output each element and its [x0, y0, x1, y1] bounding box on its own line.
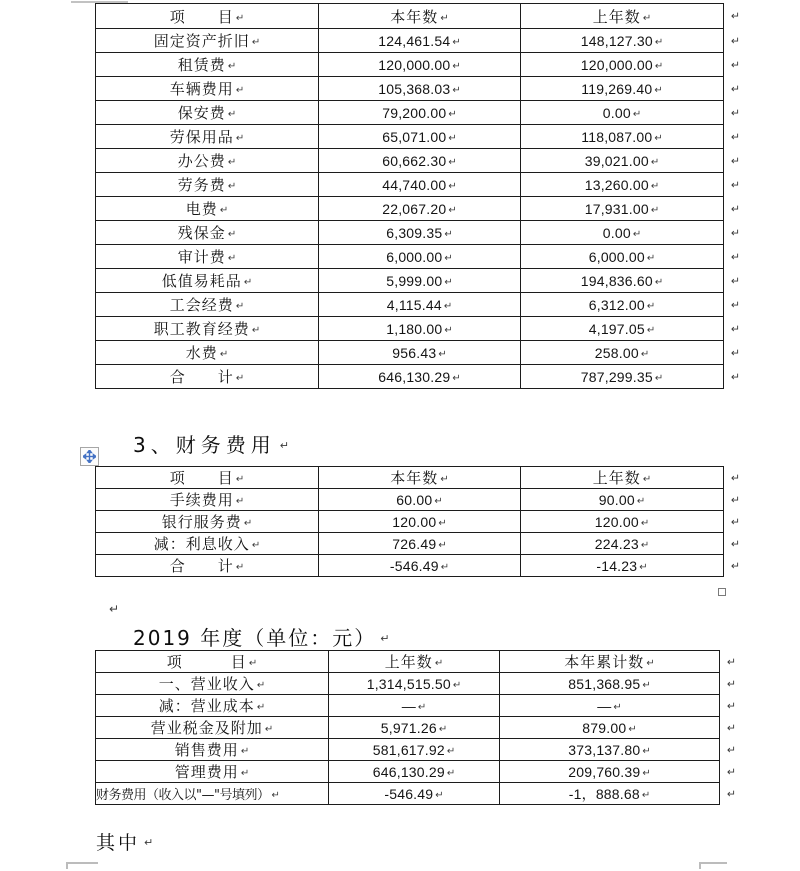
end-of-cell-mark: ↵	[235, 12, 245, 24]
prior-year-cell[interactable]: 581,617.92 ↵	[329, 739, 500, 761]
cumulative-cell[interactable]: 879.00 ↵ ↵	[500, 717, 720, 739]
end-of-row-mark: ↵	[730, 471, 740, 484]
cumulative-cell[interactable]: 209,760.39 ↵ ↵	[500, 761, 720, 783]
end-of-row-mark: ↵	[726, 765, 736, 778]
end-of-cell-mark: ↵	[227, 61, 237, 72]
section-heading-financial-expenses: 3、财务费用 ↵	[133, 433, 289, 457]
prior-year-cell[interactable]: 39,021.00 ↵ ↵	[521, 149, 724, 173]
end-of-cell-mark: ↵	[417, 702, 427, 713]
cumulative-cell[interactable]: — ↵ ↵	[500, 695, 720, 717]
current-year-cell[interactable]: 956.43 ↵	[319, 341, 521, 365]
end-of-cell-mark: ↵	[227, 157, 237, 168]
table-header-row	[96, 467, 724, 489]
end-of-row-mark: ↵	[730, 537, 740, 550]
item-cell[interactable]: 工会经费 ↵	[96, 293, 319, 317]
current-year-cell[interactable]: 44,740.00 ↵	[319, 173, 521, 197]
header-cell-prior[interactable]: 上年数 ↵	[329, 651, 500, 673]
end-of-cell-mark: ↵	[256, 680, 266, 691]
end-of-cell-mark: ↵	[227, 253, 237, 264]
end-of-cell-mark: ↵	[650, 205, 660, 216]
prior-year-cell[interactable]: -546.49 ↵	[329, 783, 500, 805]
end-of-cell-mark: ↵	[440, 562, 450, 573]
end-of-cell-mark: ↵	[227, 229, 237, 240]
table-row	[96, 317, 724, 341]
financial-expenses-table	[95, 466, 740, 577]
cumulative-cell[interactable]: 373,137.80 ↵ ↵	[500, 739, 720, 761]
end-of-cell-mark: ↵	[438, 349, 447, 360]
item-cell[interactable]: 劳务费 ↵	[96, 173, 319, 197]
item-cell[interactable]: 固定资产折旧 ↵	[96, 29, 319, 53]
table-row	[96, 149, 724, 173]
end-of-row-mark: ↵	[730, 178, 740, 191]
end-of-row-mark: ↵	[730, 322, 740, 335]
end-of-cell-mark: ↵	[654, 85, 663, 96]
paragraph-mark: ↵	[279, 439, 289, 452]
table-row	[96, 221, 724, 245]
income-statement-2019-table	[95, 650, 736, 805]
move-cross-icon	[83, 450, 96, 463]
end-of-cell-mark: ↵	[434, 658, 444, 669]
cumulative-cell[interactable]: -1，888.68 ↵ ↵	[500, 783, 720, 805]
item-cell[interactable]: 一、营业收入 ↵	[96, 673, 329, 695]
item-cell[interactable]: 劳保用品 ↵	[96, 125, 319, 149]
end-of-cell-mark: ↵	[452, 37, 461, 48]
current-year-cell[interactable]: 22,067.20 ↵	[319, 197, 521, 221]
prior-year-cell[interactable]: 120.00 ↵ ↵	[521, 511, 724, 533]
end-of-cell-mark: ↵	[444, 253, 453, 264]
item-cell[interactable]: 低值易耗品 ↵	[96, 269, 319, 293]
table-move-handle[interactable]	[80, 447, 99, 466]
table-row	[96, 245, 724, 269]
table-resize-handle[interactable]	[718, 588, 726, 596]
end-of-cell-mark: ↵	[613, 702, 622, 713]
current-year-cell[interactable]: 6,000.00 ↵	[319, 245, 521, 269]
table-row	[96, 717, 720, 739]
item-cell[interactable]: 减：营业成本 ↵	[96, 695, 329, 717]
end-of-cell-mark: ↵	[642, 680, 651, 691]
item-cell[interactable]: 财务费用（收入以"—"号填列） ↵	[96, 783, 329, 805]
end-of-cell-mark: ↵	[251, 540, 261, 551]
item-cell[interactable]: 销售费用 ↵	[96, 739, 329, 761]
table-row	[96, 739, 720, 761]
current-year-cell[interactable]: 1,180.00 ↵	[319, 317, 521, 341]
header-cell-item[interactable]: 项 目 ↵	[96, 651, 329, 673]
end-of-cell-mark: ↵	[264, 724, 274, 735]
current-year-cell[interactable]: 79,200.00 ↵	[319, 101, 521, 125]
end-of-cell-mark: ↵	[636, 496, 646, 507]
end-of-cell-mark: ↵	[227, 109, 237, 120]
end-of-cell-mark: ↵	[640, 540, 650, 551]
table-row	[96, 365, 724, 389]
table-row	[96, 197, 724, 221]
end-of-row-mark: ↵	[730, 9, 740, 23]
end-of-cell-mark: ↵	[434, 496, 443, 507]
end-of-row-mark: ↵	[726, 677, 736, 690]
header-cell-current[interactable]: 本年数 ↵	[319, 467, 521, 489]
end-of-cell-mark: ↵	[642, 12, 652, 24]
current-year-cell[interactable]: 120,000.00 ↵	[319, 53, 521, 77]
end-of-cell-mark: ↵	[251, 325, 261, 336]
prior-year-cell[interactable]: 646,130.29 ↵	[329, 761, 500, 783]
current-year-cell[interactable]: 65,071.00 ↵	[319, 125, 521, 149]
prior-year-cell[interactable]: 5,971.26 ↵	[329, 717, 500, 739]
prior-year-cell[interactable]: 0.00 ↵ ↵	[521, 101, 724, 125]
current-year-cell[interactable]: -546.49 ↵	[319, 555, 521, 577]
end-of-row-mark: ↵	[730, 130, 740, 143]
current-year-cell[interactable]: 120.00 ↵	[319, 511, 521, 533]
header-cell-item[interactable]: 项 目 ↵	[96, 467, 319, 489]
end-of-cell-mark: ↵	[642, 768, 651, 779]
current-year-cell[interactable]: 124,461.54 ↵	[319, 29, 521, 53]
table-row	[96, 269, 724, 293]
header-cell-prior[interactable]: 上年数 ↵ ↵	[521, 467, 724, 489]
end-of-row-mark: ↵	[730, 274, 740, 287]
end-of-row-mark: ↵	[726, 743, 736, 756]
end-of-cell-mark: ↵	[628, 724, 637, 735]
prior-year-cell[interactable]: 148,127.30 ↵ ↵	[521, 29, 724, 53]
end-of-cell-mark: ↵	[452, 85, 461, 96]
end-of-row-mark: ↵	[726, 721, 736, 734]
end-of-row-mark: ↵	[726, 787, 736, 800]
end-of-cell-mark: ↵	[235, 496, 245, 507]
end-of-cell-mark: ↵	[654, 37, 664, 48]
end-of-cell-mark: ↵	[235, 301, 245, 312]
table-header-row	[96, 4, 724, 29]
end-of-cell-mark: ↵	[227, 181, 237, 192]
current-year-cell[interactable]: 5,999.00 ↵	[319, 269, 521, 293]
table-row	[96, 489, 724, 511]
current-year-cell[interactable]: 4,115.44 ↵	[319, 293, 521, 317]
end-of-cell-mark: ↵	[650, 157, 660, 168]
item-cell[interactable]: 残保金 ↵	[96, 221, 319, 245]
end-of-cell-mark: ↵	[632, 109, 642, 120]
end-of-row-mark: ↵	[730, 106, 740, 119]
end-of-cell-mark: ↵	[654, 373, 664, 384]
table-row	[96, 761, 720, 783]
table-row	[96, 173, 724, 197]
end-of-row-mark: ↵	[730, 370, 740, 383]
end-of-cell-mark: ↵	[650, 181, 660, 192]
prior-year-cell[interactable]: 258.00 ↵ ↵	[521, 341, 724, 365]
end-of-cell-mark: ↵	[440, 12, 449, 24]
end-of-row-mark: ↵	[730, 154, 740, 167]
end-of-cell-mark: ↵	[641, 789, 651, 801]
end-of-cell-mark: ↵	[438, 540, 447, 551]
end-of-cell-mark: ↵	[235, 85, 245, 96]
end-of-cell-mark: ↵	[240, 768, 250, 779]
end-of-row-mark: ↵	[730, 559, 740, 572]
end-of-cell-mark: ↵	[452, 61, 461, 72]
item-cell[interactable]: 电费 ↵	[96, 197, 319, 221]
heading-year-2019: 2019 年度（单位：元） ↵	[133, 626, 390, 650]
current-year-cell[interactable]: 726.49 ↵	[319, 533, 521, 555]
item-cell[interactable]: 减：利息收入 ↵	[96, 533, 319, 555]
prior-year-cell[interactable]: -14.23 ↵ ↵	[521, 555, 724, 577]
end-of-cell-mark: ↵	[654, 133, 663, 144]
end-of-cell-mark: ↵	[235, 373, 245, 384]
end-of-cell-mark: ↵	[646, 253, 656, 264]
end-of-row-mark: ↵	[730, 298, 740, 311]
end-of-row-mark: ↵	[730, 202, 740, 215]
prior-year-cell[interactable]: 90.00 ↵ ↵	[521, 489, 724, 511]
end-of-row-mark: ↵	[730, 250, 740, 263]
end-of-cell-mark: ↵	[448, 133, 457, 144]
end-of-row-mark: ↵	[730, 493, 740, 506]
table-row	[96, 555, 724, 577]
end-of-cell-mark: ↵	[240, 746, 250, 757]
end-of-cell-mark: ↵	[235, 133, 245, 144]
item-cell[interactable]: 银行服务费 ↵	[96, 511, 319, 533]
cumulative-cell[interactable]: 851,368.95 ↵ ↵	[500, 673, 720, 695]
item-cell[interactable]: 保安费 ↵	[96, 101, 319, 125]
current-year-cell[interactable]: 60.00 ↵	[319, 489, 521, 511]
end-of-cell-mark: ↵	[446, 768, 456, 779]
end-of-cell-mark: ↵	[444, 277, 453, 288]
end-of-cell-mark: ↵	[219, 349, 229, 360]
end-of-row-mark: ↵	[730, 515, 740, 528]
table-row	[96, 695, 720, 717]
end-of-row-mark: ↵	[730, 58, 740, 71]
end-of-row-mark: ↵	[726, 655, 736, 668]
end-of-cell-mark: ↵	[256, 702, 266, 713]
header-cell-prior[interactable]: 上年数 ↵ ↵	[521, 4, 724, 29]
item-cell[interactable]: 职工教育经费 ↵	[96, 317, 319, 341]
end-of-cell-mark: ↵	[448, 157, 457, 168]
prior-year-cell[interactable]: 118,087.00 ↵ ↵	[521, 125, 724, 149]
end-of-cell-mark: ↵	[248, 658, 258, 669]
end-of-cell-mark: ↵	[452, 680, 462, 691]
end-of-cell-mark: ↵	[444, 229, 453, 240]
item-cell[interactable]: 手续费用 ↵	[96, 489, 319, 511]
among-which-label: 其中 ↵	[96, 832, 154, 854]
end-of-cell-mark: ↵	[640, 518, 650, 529]
table-row	[96, 53, 724, 77]
paragraph-mark: ↵	[109, 602, 120, 616]
item-cell[interactable]: 管理费用 ↵	[96, 761, 329, 783]
table-row	[96, 341, 724, 365]
end-of-cell-mark: ↵	[438, 724, 448, 735]
prior-year-cell[interactable]: 13,260.00 ↵ ↵	[521, 173, 724, 197]
end-of-cell-mark: ↵	[448, 181, 457, 192]
prior-year-cell[interactable]: — ↵	[329, 695, 500, 717]
end-of-cell-mark: ↵	[642, 474, 652, 485]
current-year-cell[interactable]: 105,368.03 ↵	[319, 77, 521, 101]
prior-year-cell[interactable]: 120,000.00 ↵ ↵	[521, 53, 724, 77]
table-row	[96, 783, 720, 805]
prior-year-cell[interactable]: 787,299.35 ↵ ↵	[521, 365, 724, 389]
prior-year-cell[interactable]: 224.23 ↵ ↵	[521, 533, 724, 555]
end-of-row-mark: ↵	[730, 34, 740, 47]
item-cell[interactable]: 合 计 ↵	[96, 365, 319, 389]
end-of-cell-mark: ↵	[444, 325, 453, 336]
paragraph-mark: ↵	[144, 836, 154, 849]
current-year-cell[interactable]: 60,662.30 ↵	[319, 149, 521, 173]
item-cell[interactable]: 审计费 ↵	[96, 245, 319, 269]
end-of-cell-mark: ↵	[443, 301, 453, 312]
management-expenses-table	[95, 3, 740, 389]
prior-year-cell[interactable]: 6,000.00 ↵ ↵	[521, 245, 724, 269]
table-header-row	[96, 651, 720, 673]
end-of-cell-mark: ↵	[440, 474, 449, 485]
prior-year-cell[interactable]: 119,269.40 ↵ ↵	[521, 77, 724, 101]
prior-year-cell[interactable]: 0.00 ↵ ↵	[521, 221, 724, 245]
end-of-row-mark: ↵	[726, 699, 736, 712]
end-of-cell-mark: ↵	[452, 373, 461, 384]
item-cell[interactable]: 营业税金及附加 ↵	[96, 717, 329, 739]
end-of-cell-mark: ↵	[235, 562, 245, 573]
header-cell-cumulative[interactable]: 本年累计数 ↵ ↵	[500, 651, 720, 673]
end-of-cell-mark: ↵	[632, 229, 642, 240]
end-of-cell-mark: ↵	[435, 790, 444, 801]
end-of-cell-mark: ↵	[639, 562, 648, 573]
end-of-cell-mark: ↵	[271, 790, 280, 801]
end-of-cell-mark: ↵	[243, 518, 253, 529]
end-of-cell-mark: ↵	[448, 109, 457, 120]
prior-year-cell[interactable]: 1,314,515.50 ↵	[329, 673, 500, 695]
end-of-cell-mark: ↵	[243, 277, 253, 288]
text-boundary-corner-left	[66, 862, 98, 869]
header-cell-item[interactable]: 项 目 ↵	[96, 4, 319, 29]
table-row	[96, 673, 720, 695]
table-row	[96, 29, 724, 53]
header-cell-current[interactable]: 本年数 ↵	[319, 4, 521, 29]
current-year-cell[interactable]: 646,130.29 ↵	[319, 365, 521, 389]
prior-year-cell[interactable]: 194,836.60 ↵ ↵	[521, 269, 724, 293]
end-of-row-mark: ↵	[730, 226, 740, 239]
table-row	[96, 293, 724, 317]
item-cell[interactable]: 合 计 ↵	[96, 555, 319, 577]
end-of-row-mark: ↵	[730, 82, 740, 95]
prior-year-cell[interactable]: 6,312.00 ↵ ↵	[521, 293, 724, 317]
table-row	[96, 511, 724, 533]
table-row	[96, 77, 724, 101]
end-of-cell-mark: ↵	[654, 277, 664, 288]
current-year-cell[interactable]: 6,309.35 ↵	[319, 221, 521, 245]
item-cell[interactable]: 办公费 ↵	[96, 149, 319, 173]
text-boundary-corner-right	[699, 862, 727, 869]
end-of-cell-mark: ↵	[438, 518, 447, 529]
end-of-cell-mark: ↵	[646, 301, 656, 312]
end-of-cell-mark: ↵	[640, 349, 650, 360]
end-of-cell-mark: ↵	[646, 658, 655, 669]
prior-year-cell[interactable]: 17,931.00 ↵ ↵	[521, 197, 724, 221]
end-of-cell-mark: ↵	[251, 37, 261, 48]
end-of-row-mark: ↵	[730, 346, 740, 359]
item-cell[interactable]: 水费 ↵	[96, 341, 319, 365]
prior-year-cell[interactable]: 4,197.05 ↵ ↵	[521, 317, 724, 341]
end-of-cell-mark: ↵	[219, 205, 229, 216]
end-of-cell-mark: ↵	[235, 474, 245, 485]
item-cell[interactable]: 租赁费 ↵	[96, 53, 319, 77]
paragraph-mark: ↵	[380, 632, 390, 645]
table-row	[96, 101, 724, 125]
end-of-cell-mark: ↵	[446, 746, 456, 757]
table-row	[96, 125, 724, 149]
end-of-cell-mark: ↵	[646, 325, 656, 336]
end-of-cell-mark: ↵	[654, 61, 664, 72]
item-cell[interactable]: 车辆费用 ↵	[96, 77, 319, 101]
table-row	[96, 533, 724, 555]
end-of-cell-mark: ↵	[642, 746, 651, 757]
end-of-cell-mark: ↵	[448, 205, 457, 216]
